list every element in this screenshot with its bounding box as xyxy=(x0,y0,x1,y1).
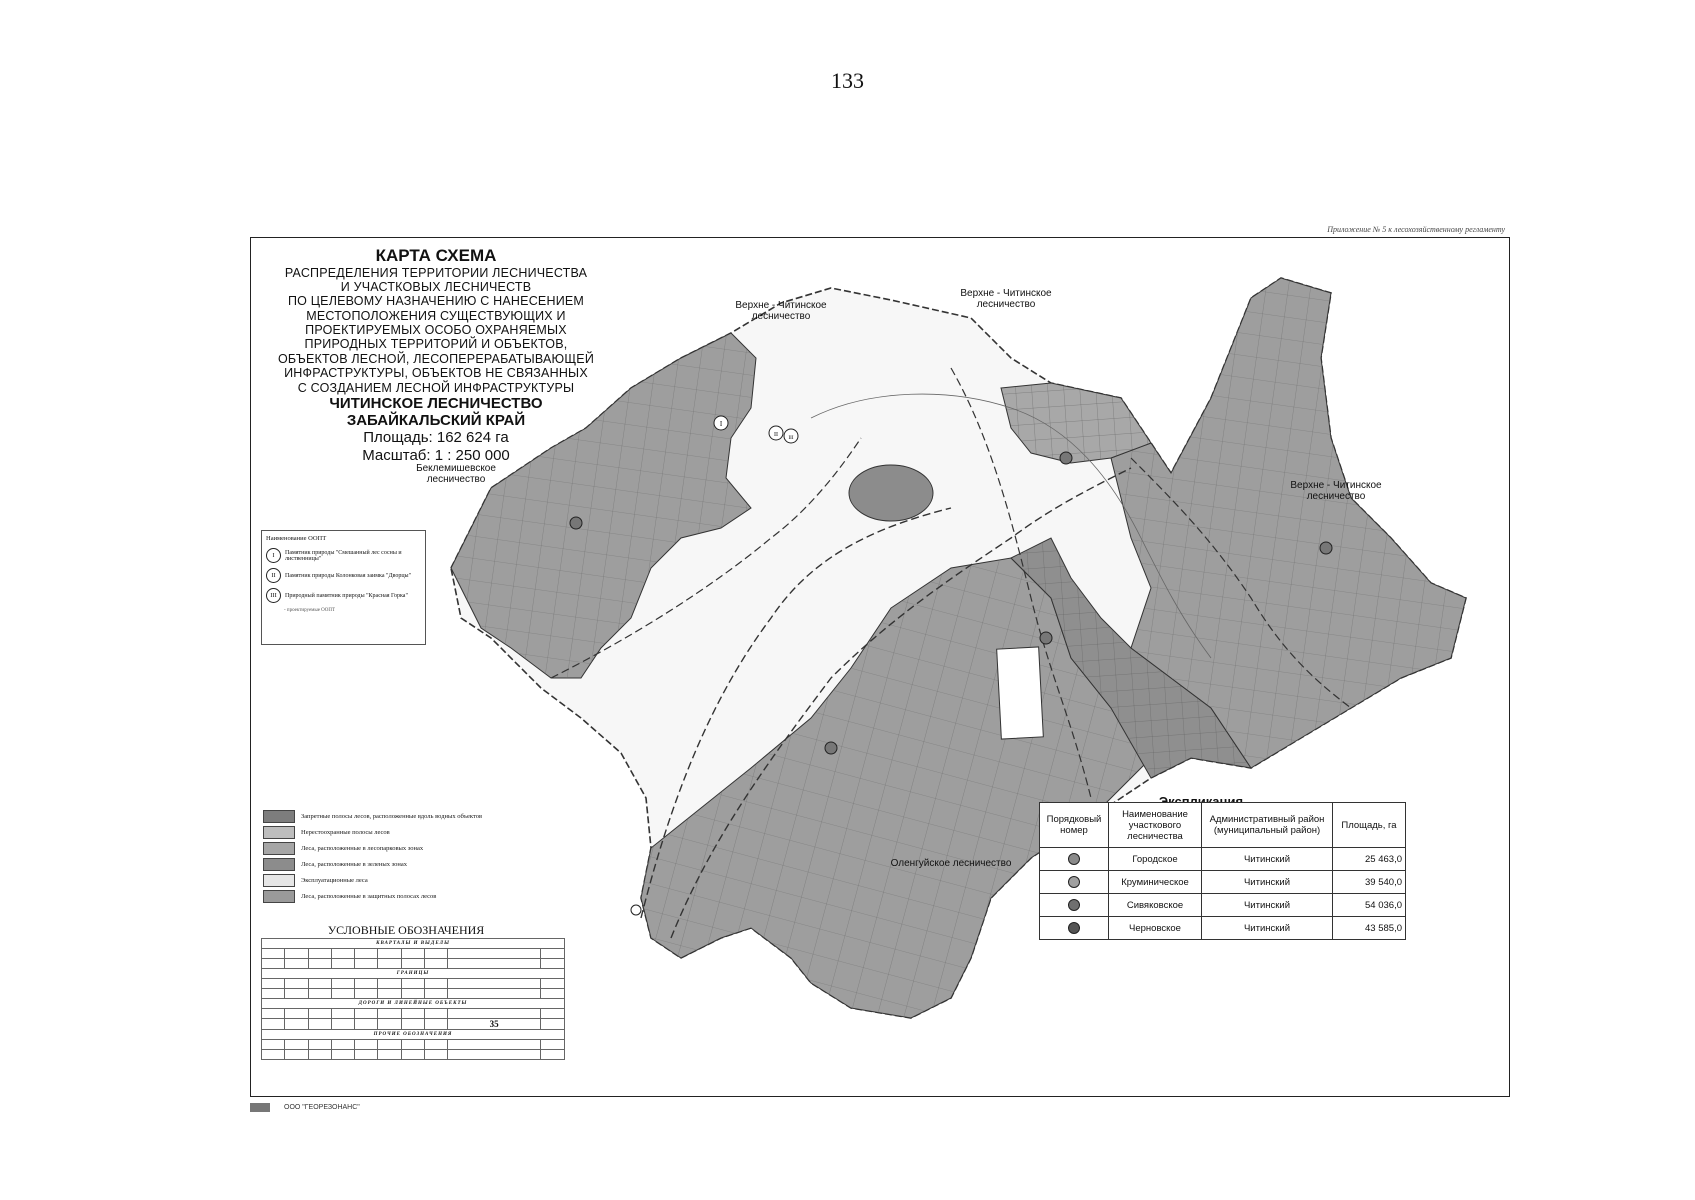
area-cell: 43 585,0 xyxy=(1333,917,1406,940)
oopt-number: I xyxy=(266,548,281,563)
explication-header: Административный район (муниципальный район) xyxy=(1202,803,1333,848)
table-row xyxy=(1040,894,1406,917)
neighbor-label-upper-chita-2 xyxy=(946,288,1066,310)
oopt-footnote: - проектируемые ООПТ xyxy=(284,608,336,613)
subtitle-line-1: РАСПРЕДЕЛЕНИЯ ТЕРРИТОРИИ ЛЕСНИЧЕСТВА xyxy=(284,265,588,280)
title-block xyxy=(261,246,611,464)
neighbor-label-upper-chita-3 xyxy=(1276,480,1396,502)
subtitle-line-4: МЕСТОПОЛОЖЕНИЯ СУЩЕСТВУЮЩИХ И xyxy=(306,308,566,323)
svg-text:III: III xyxy=(788,436,794,441)
area-cell: 54 036,0 xyxy=(1333,894,1406,917)
subtitle-line-2: И УЧАСТКОВЫХ ЛЕСНИЧЕСТВ xyxy=(340,279,532,294)
neighbor-label-beklemishevo xyxy=(406,463,506,485)
neighbor-name: Беклемишевское xyxy=(416,463,496,474)
zone-swatch xyxy=(263,842,295,855)
forestry-marker-kruminicheskoe[interactable] xyxy=(1320,542,1332,554)
neighbor-label-upper-chita-1 xyxy=(721,300,841,322)
zone-legend-item xyxy=(263,888,563,904)
clearing xyxy=(997,647,1044,739)
city-marker xyxy=(631,905,641,915)
oopt-marker-2[interactable] xyxy=(769,426,783,440)
district-cell: Читинский xyxy=(1202,894,1333,917)
zone-swatch xyxy=(263,858,295,871)
explication-header: Площадь, га xyxy=(1333,803,1406,848)
forestry-marker-icon xyxy=(1068,899,1080,911)
subtitle-line-9: С СОЗДАНИЕМ ЛЕСНОЙ ИНФРАСТРУКТУРЫ xyxy=(297,380,575,395)
forestry-marker-icon xyxy=(1068,922,1080,934)
forestry-name-cell: Черновское xyxy=(1109,917,1202,940)
appendix-note: Приложение № 5 к лесохозяйственному регламенту xyxy=(1327,225,1505,234)
zone-label: Леса, расположенные в защитных полосах лесов xyxy=(301,892,437,900)
forestry-name-cell: Круминическое xyxy=(1109,871,1202,894)
subtitle-line-6: ПРИРОДНЫХ ТЕРРИТОРИЙ И ОБЪЕКТОВ, xyxy=(304,337,568,352)
neighbor-type: лесничество xyxy=(1306,491,1366,502)
forestry-marker-sivyakovskoe[interactable] xyxy=(1040,632,1052,644)
district-cell: Читинский xyxy=(1202,917,1333,940)
oopt-item xyxy=(266,568,421,583)
zone-legend-item xyxy=(263,808,563,824)
symbols-section: КВАРТАЛЫ И ВЫДЕЛЫ xyxy=(262,939,565,949)
oopt-label: Памятник природы "Смешанный лес сосны и лиственницы" xyxy=(285,549,402,562)
subtitle-line-7: ОБЪЕКТОВ ЛЕСНОЙ, ЛЕСОПЕРЕРАБАТЫВАЮЩЕЙ xyxy=(277,351,595,366)
forestry-marker-icon xyxy=(1068,876,1080,888)
zones-legend xyxy=(263,808,563,904)
zone-label: Нерестоохранные полосы лесов xyxy=(301,828,390,836)
oopt-heading: Наименование ООПТ xyxy=(266,535,327,542)
neighbor-name: Верхне - Читинское xyxy=(960,288,1052,299)
zone-legend-item xyxy=(263,856,563,872)
neighbor-label-olengui: Оленгуйское лесничество xyxy=(890,858,1012,869)
forestry-marker-chernovskoe[interactable] xyxy=(825,742,837,754)
district-cell: Читинский xyxy=(1202,848,1333,871)
forestry-name: ЧИТИНСКОЕ ЛЕСНИЧЕСТВО xyxy=(329,394,543,412)
forestry-marker-north[interactable] xyxy=(1060,452,1072,464)
forestry-marker-gorodskoe[interactable] xyxy=(570,517,582,529)
map-title: КАРТА СХЕМА xyxy=(375,246,497,265)
explication-header: Порядковый номер xyxy=(1040,803,1109,848)
oopt-number: II xyxy=(266,568,281,583)
forestry-name-cell: Сивяковское xyxy=(1109,894,1202,917)
symbols-section: ДОРОГИ И ЛИНЕЙНЫЕ ОБЪЕКТЫ xyxy=(262,999,565,1009)
oopt-marker-3[interactable] xyxy=(784,429,798,443)
oopt-label: Природный памятник природы "Красная Горка" xyxy=(285,592,408,599)
zone-label: Леса, расположенные в лесопарковых зонах xyxy=(301,844,424,852)
svg-text:II: II xyxy=(774,432,778,438)
neighbor-type: лесничество xyxy=(751,311,811,322)
zone-label: Леса, расположенные в зеленых зонах xyxy=(301,860,408,868)
forestry-marker-icon xyxy=(1068,853,1080,865)
zone-swatch xyxy=(263,810,295,823)
zone-swatch xyxy=(263,826,295,839)
zone-label: Эксплуатационные леса xyxy=(301,876,368,884)
oopt-number: III xyxy=(266,588,281,603)
zone-swatch xyxy=(263,874,295,887)
subtitle-line-5: ПРОЕКТИРУЕМЫХ ОСОБО ОХРАНЯЕМЫХ xyxy=(305,323,567,338)
area-cell: 39 540,0 xyxy=(1333,871,1406,894)
subtitle-line-3: ПО ЦЕЛЕВОМУ НАЗНАЧЕНИЮ С НАНЕСЕНИЕМ xyxy=(287,294,585,309)
footer-logo xyxy=(250,1103,360,1112)
zone-legend-item xyxy=(263,840,563,856)
neighbor-type: лесничество xyxy=(426,474,486,485)
table-row xyxy=(1040,848,1406,871)
oopt-item xyxy=(266,548,421,563)
symbols-table xyxy=(261,938,565,1060)
district-cell: Читинский xyxy=(1202,871,1333,894)
scale-text: Масштаб: 1 : 250 000 xyxy=(362,446,510,464)
oopt-legend xyxy=(261,530,426,645)
oopt-item xyxy=(266,588,421,603)
svg-text:I: I xyxy=(719,420,723,428)
zone-label: Запретные полосы лесов, расположенные вдоль водных объектов xyxy=(301,812,483,820)
table-row xyxy=(1040,917,1406,940)
oopt-label: Памятник природы Колонковая заимка "Дворцы" xyxy=(285,572,412,579)
symbols-section: ГРАНИЦЫ xyxy=(262,969,565,979)
page-number: 133 xyxy=(831,68,864,93)
symbols-sample-number: 35 xyxy=(448,1019,541,1030)
region-name: ЗАБАЙКАЛЬСКИЙ КРАЙ xyxy=(346,412,526,430)
map-frame xyxy=(250,237,1510,1097)
neighbor-type: лесничество xyxy=(976,299,1036,310)
lake xyxy=(849,465,933,521)
zone-swatch xyxy=(263,890,295,903)
forestry-name-cell: Городское xyxy=(1109,848,1202,871)
subtitle-line-8: ИНФРАСТРУКТУРЫ, ОБЪЕКТОВ НЕ СВЯЗАННЫХ xyxy=(284,366,588,381)
neighbor-name: Верхне - Читинское xyxy=(735,300,827,311)
neighbor-name: Верхне - Читинское xyxy=(1290,480,1382,491)
area-text: Площадь: 162 624 га xyxy=(363,429,509,447)
area-cell: 25 463,0 xyxy=(1333,848,1406,871)
explication-table xyxy=(1039,802,1406,940)
oopt-marker-1[interactable] xyxy=(714,416,728,430)
legend-title: УСЛОВНЫЕ ОБОЗНАЧЕНИЯ xyxy=(327,923,485,937)
company-logo-icon xyxy=(250,1103,270,1112)
company-name: ООО "ГЕОРЕЗОНАНС" xyxy=(284,1104,360,1111)
explication-header: Наименование участкового лесничества xyxy=(1109,803,1202,848)
zone-legend-item xyxy=(263,824,563,840)
symbols-section: ПРОЧИЕ ОБОЗНАЧЕНИЯ xyxy=(262,1030,565,1040)
zone-legend-item xyxy=(263,872,563,888)
table-row xyxy=(1040,871,1406,894)
